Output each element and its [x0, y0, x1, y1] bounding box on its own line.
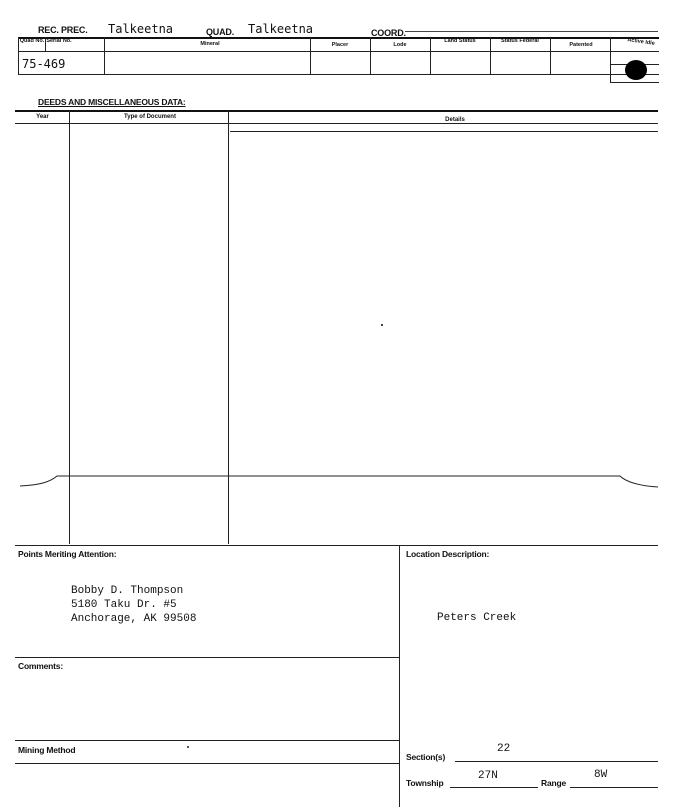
serial-mineral-divider [104, 37, 105, 74]
mining-method-line [15, 763, 399, 764]
comments-label: Comments: [18, 661, 63, 671]
header-table-bottom [18, 74, 659, 75]
township-value[interactable]: 27N [478, 770, 498, 782]
header-table-top [18, 37, 659, 39]
rec-prec-label: REC. PREC. [38, 25, 88, 35]
placer-lode-divider [370, 37, 371, 74]
mineral-placer-divider [310, 37, 311, 74]
address-street[interactable]: 5180 Taku Dr. #5 [71, 599, 177, 611]
address-name[interactable]: Bobby D. Thompson [71, 585, 184, 597]
coord-label: COORD. [371, 28, 406, 38]
stray-mark [187, 746, 189, 748]
quad-no-value[interactable]: 75-469 [22, 57, 66, 71]
col-serial-no: Serial No. [46, 38, 72, 44]
status-patented-divider [550, 37, 551, 74]
range-line [570, 787, 658, 788]
township-label: Township [406, 778, 444, 788]
deeds-section-title: DEEDS AND MISCELLANEOUS DATA: [38, 97, 186, 107]
land-status-divider [490, 37, 491, 74]
township-line [450, 787, 538, 788]
col-active-idle: Active Idle [626, 37, 656, 47]
col-placer: Placer [331, 42, 349, 48]
rec-prec-value[interactable]: Talkeetna [108, 22, 174, 36]
range-label: Range [541, 778, 566, 788]
deeds-table-top [15, 110, 658, 112]
comments-top-line [15, 657, 399, 658]
lower-center-divider [399, 545, 400, 807]
stray-dot [381, 324, 383, 326]
col-details: Details [445, 117, 465, 123]
quad-value[interactable]: Talkeetna [248, 22, 314, 36]
col-status-federal: Status Federal [501, 38, 539, 44]
col-lode: Lode [393, 42, 407, 48]
active-idle-filled-dot [625, 60, 647, 80]
col-patented: Patented [569, 42, 593, 48]
patented-active-divider [610, 37, 611, 82]
location-description-label: Location Description: [406, 549, 490, 559]
quad-label: QUAD. [206, 27, 234, 37]
col-mineral: Mineral [200, 41, 220, 47]
location-description-value[interactable]: Peters Creek [437, 612, 517, 624]
address-city[interactable]: Anchorage, AK 99508 [71, 613, 197, 625]
mining-method-top-line [15, 740, 399, 741]
range-value[interactable]: 8W [594, 769, 608, 781]
coord-line [405, 31, 658, 32]
section-line [455, 761, 658, 762]
section-label: Section(s) [406, 752, 446, 762]
col-quad-no: Quad No. [19, 38, 45, 44]
details-underline [230, 131, 658, 132]
section-value[interactable]: 22 [497, 743, 511, 755]
header-table-divider [18, 51, 659, 52]
col-type-of-document: Type of Document [124, 114, 176, 120]
deeds-header-bottom [15, 123, 658, 124]
col-land-status: Land Status [444, 38, 476, 44]
page-fold-line [0, 470, 678, 500]
lode-land-divider [430, 37, 431, 74]
active-idle-bottom [610, 82, 659, 83]
points-meriting-attention-label: Points Meriting Attention: [18, 549, 117, 559]
col-year: Year [36, 114, 49, 120]
mining-method-label: Mining Method [18, 745, 76, 755]
lower-section-top [15, 545, 658, 546]
